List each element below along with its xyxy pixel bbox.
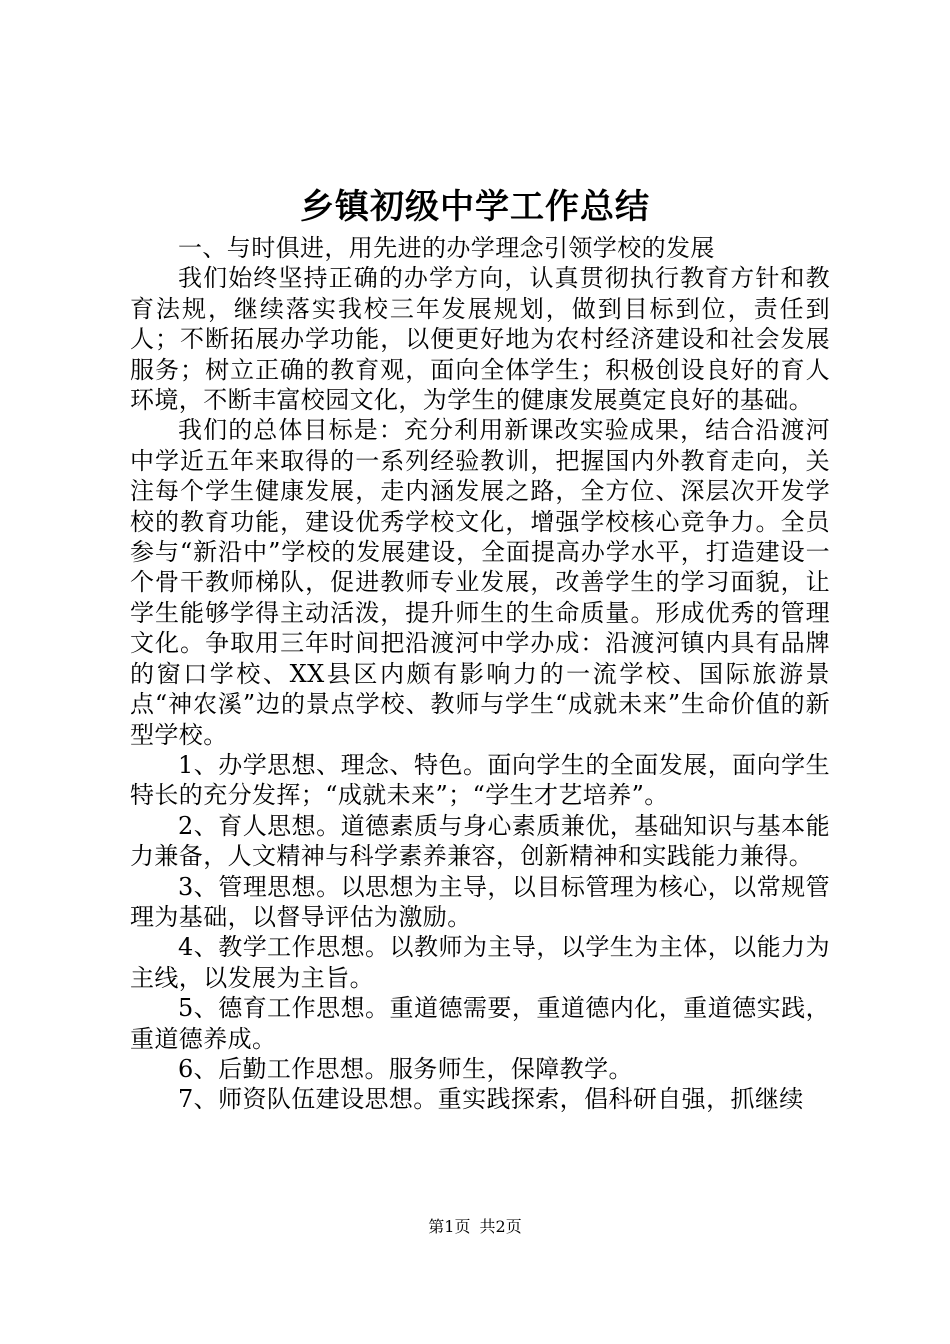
list-item: 1、办学思想、理念、特色。面向学生的全面发展，面向学生特长的充分发挥；“成就未来”；“学生才艺培养”。: [130, 750, 830, 810]
page-footer: [0, 1215, 950, 1239]
list-item: 3、管理思想。以思想为主导，以目标管理为核心，以常规管理为基础，以督导评估为激励。: [130, 872, 830, 931]
list-item: 4、教学工作思想。以教师为主导，以学生为主体，以能力为主线，以发展为主旨。: [130, 933, 830, 992]
paragraph: 我们的总体目标是：充分利用新课改实验成果，结合沿渡河中学近五年来取得的一系列经验教训，把握国内外教育走向，关注每个学生健康发展，走内涵发展之路，全方位、深层次开发学校的教育功能，建设优秀学校文化，增强学校核心竞争力。全员参与“新沿中”学校的发展建设，全面提高办学水平，打造建设一个骨干教师梯队，促进教师专业发展，改善学生的学习面貌，让学生能够学得主动活泼，提升师生的生命质量。形成优秀的管理文化。争取用三年时间把沿渡河中学办成：沿渡河镇内具有品牌的窗口学校、XX县区内颇有影响力的一流学校、国际旅游景点“神农溪”边的景点学校、教师与学生“成就未来”生命价值的新型学校。: [130, 416, 830, 749]
document-title: 乡镇初级中学工作总结: [300, 187, 650, 227]
list-item: 7、师资队伍建设思想。重实践探索，倡科研自强，抓继续: [178, 1085, 804, 1114]
page-number: 第1页: [428, 1217, 471, 1236]
section-heading: 一、与时俱进，用先进的办学理念引领学校的发展: [178, 234, 715, 262]
document-body: [130, 233, 830, 1115]
list-item: 6、后勤工作思想。服务师生，保障教学。: [178, 1054, 633, 1083]
paragraph: 我们始终坚持正确的办学方向，认真贯彻执行教育方针和教育法规，继续落实我校三年发展规划，做到目标到位，责任到人；不断拓展办学功能，以便更好地为农村经济建设和社会发展服务；树立正确的教育观，面向全体学生；积极创设良好的育人环境，不断丰富校园文化，为学生的健康发展奠定良好的基础。: [130, 264, 830, 415]
page-total: 共2页: [479, 1217, 522, 1236]
list-item: 2、育人思想。道德素质与身心素质兼优，基础知识与基本能力兼备，人文精神与科学素养兼容，创新精神和实践能力兼得。: [130, 811, 830, 871]
list-item: 5、德育工作思想。重道德需要，重道德内化，重道德实践，重道德养成。: [130, 994, 830, 1053]
